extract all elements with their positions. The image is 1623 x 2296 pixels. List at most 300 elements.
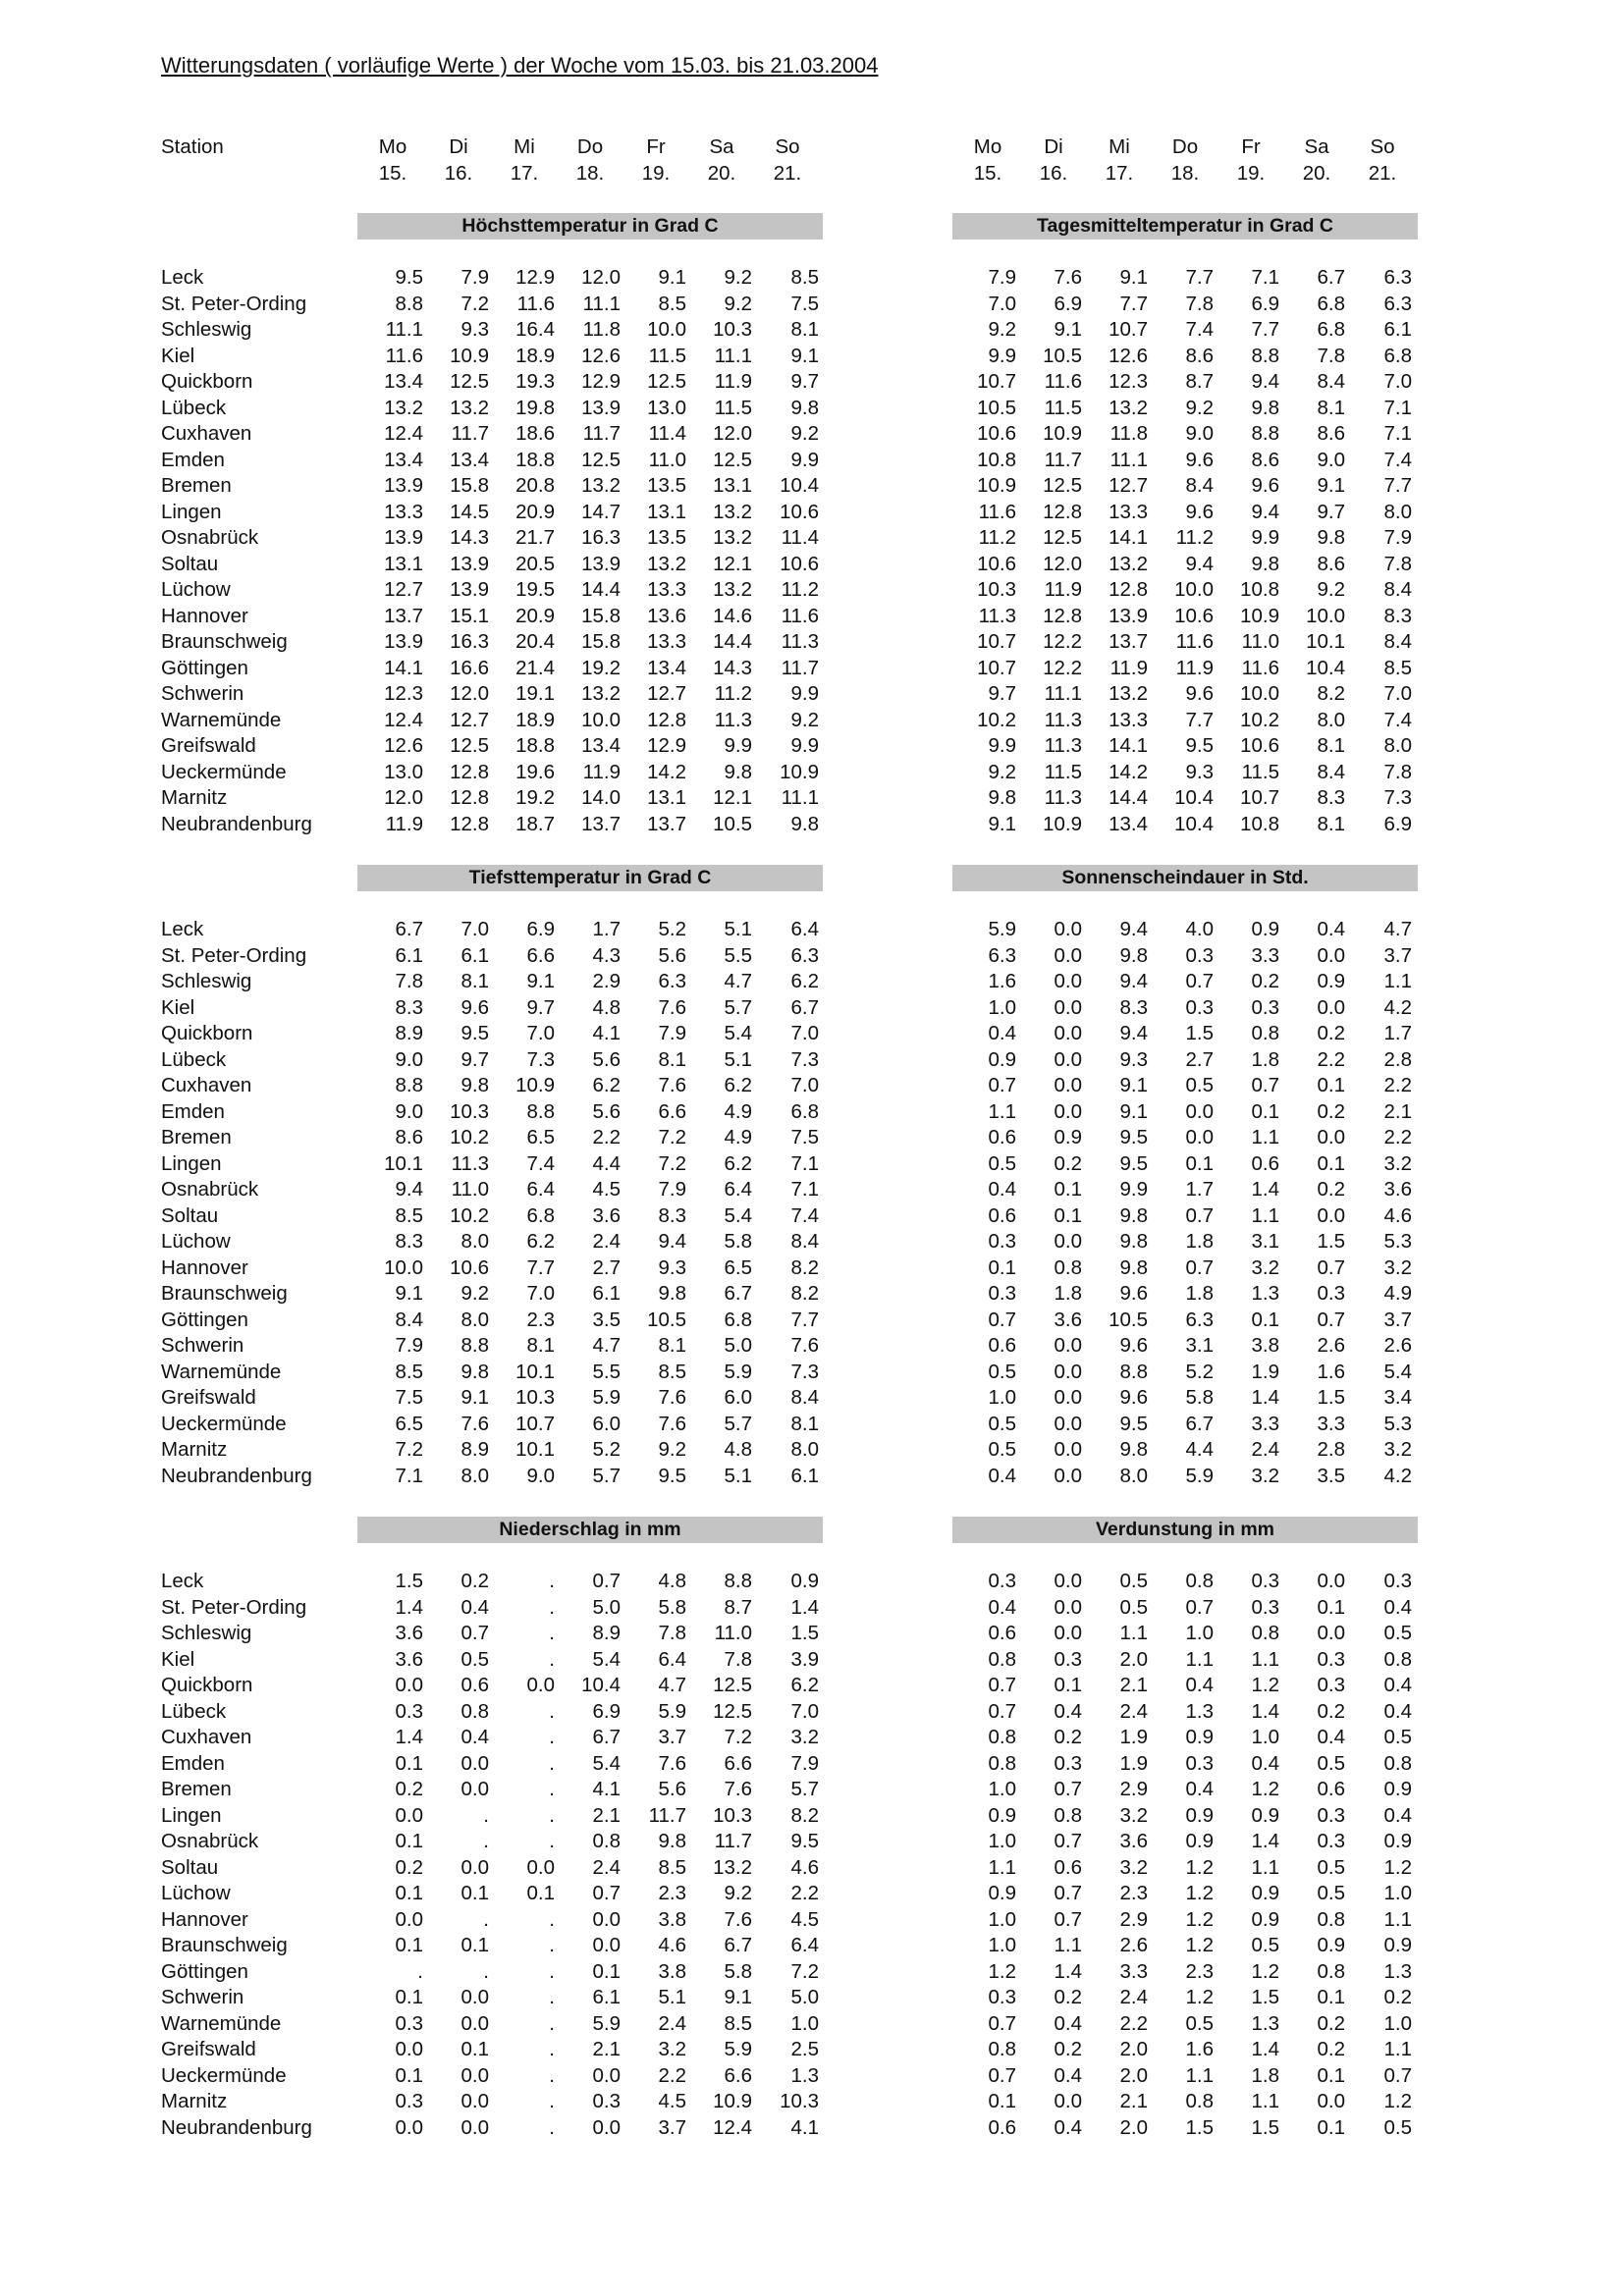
value-cell: 8.6 xyxy=(1251,448,1279,471)
value-cell: 5.2 xyxy=(592,1438,621,1461)
value-cell: 1.4 xyxy=(1251,1386,1279,1409)
value-cell: 11.3 xyxy=(451,1151,489,1175)
value-cell: 10.9 xyxy=(780,760,819,783)
value-cell: 0.2 xyxy=(1317,1178,1345,1201)
value-cell: 12.0 xyxy=(1043,552,1082,575)
value-cell: 13.0 xyxy=(384,760,423,783)
value-cell: 0.2 xyxy=(1251,970,1279,992)
value-cell: 0.0 xyxy=(460,2090,489,2112)
value-cell: 5.3 xyxy=(1383,1230,1412,1253)
value-cell: 9.7 xyxy=(460,1047,489,1071)
value-cell: 0.2 xyxy=(1317,1699,1345,1723)
value-cell: 3.8 xyxy=(658,1959,686,1983)
value-cell: 0.1 xyxy=(395,1830,423,1852)
day-date: 20. xyxy=(707,161,736,185)
value-cell: 1.1 xyxy=(988,1099,1016,1123)
value-cell: 7.2 xyxy=(460,292,489,315)
value-cell: 0.7 xyxy=(988,1699,1016,1723)
value-cell: 1.4 xyxy=(395,1595,423,1619)
value-cell: 4.4 xyxy=(1185,1438,1214,1461)
value-cell: 11.5 xyxy=(1044,396,1082,419)
value-cell: 0.3 xyxy=(1317,1830,1345,1852)
value-cell: 0.7 xyxy=(988,1674,1016,1696)
station-name: Greifswald xyxy=(161,1386,256,1409)
value-cell: 0.8 xyxy=(460,1699,489,1723)
value-cell: 0.9 xyxy=(1383,1830,1412,1852)
value-cell: 9.2 xyxy=(724,266,752,289)
value-cell: 0.1 xyxy=(1317,1151,1345,1175)
value-cell: 7.3 xyxy=(790,1360,819,1383)
day-header xyxy=(758,134,817,187)
station-name: Lüchow xyxy=(161,578,231,601)
value-cell: 12.0 xyxy=(713,422,752,445)
value-cell: . xyxy=(549,1622,555,1644)
value-cell: 8.1 xyxy=(790,318,819,341)
value-cell: 8.6 xyxy=(1317,422,1345,445)
value-cell: . xyxy=(549,1934,555,1956)
day-date: 19. xyxy=(1236,161,1266,185)
value-cell: 0.5 xyxy=(988,1412,1016,1435)
value-cell: 11.1 xyxy=(1109,448,1148,471)
value-cell: 0.0 xyxy=(592,2063,621,2087)
value-cell: 3.6 xyxy=(1119,1830,1148,1852)
value-cell: 6.7 xyxy=(790,995,819,1019)
value-cell: 6.8 xyxy=(526,1203,555,1227)
value-cell: 0.7 xyxy=(1317,1255,1345,1279)
value-cell: 12.3 xyxy=(384,682,423,705)
value-cell: 2.4 xyxy=(592,1855,621,1879)
value-cell: 0.8 xyxy=(1054,1255,1082,1279)
value-cell: 8.3 xyxy=(395,995,423,1019)
value-cell: 0.8 xyxy=(988,1647,1016,1671)
value-cell: 0.9 xyxy=(1251,1882,1279,1904)
value-cell: 13.9 xyxy=(581,396,621,419)
value-cell: 0.5 xyxy=(1119,1570,1148,1592)
value-cell: 0.2 xyxy=(395,1778,423,1800)
value-cell: 0.5 xyxy=(1317,1751,1345,1775)
value-cell: 7.0 xyxy=(790,1022,819,1044)
value-cell: 11.7 xyxy=(781,656,819,679)
value-cell: 13.3 xyxy=(1109,500,1148,523)
value-cell: 3.2 xyxy=(1119,1803,1148,1827)
value-cell: 6.5 xyxy=(526,1126,555,1148)
value-cell: 0.6 xyxy=(1317,1778,1345,1800)
value-cell: 0.9 xyxy=(1251,1907,1279,1931)
value-cell: 6.9 xyxy=(526,918,555,940)
value-cell: 12.4 xyxy=(713,2115,752,2139)
value-cell: 0.0 xyxy=(526,1674,555,1696)
value-cell: 9.6 xyxy=(460,995,489,1019)
value-cell: 1.5 xyxy=(1317,1230,1345,1253)
value-cell: 4.5 xyxy=(658,2090,686,2112)
value-cell: 5.8 xyxy=(724,1959,752,1983)
value-cell: 7.7 xyxy=(1251,318,1279,341)
value-cell: 0.3 xyxy=(988,1230,1016,1253)
value-cell: 2.5 xyxy=(790,2038,819,2060)
value-cell: 9.1 xyxy=(988,812,1016,835)
value-cell: 13.2 xyxy=(1109,552,1148,575)
value-cell: 3.6 xyxy=(395,1647,423,1671)
value-cell: 11.9 xyxy=(1044,578,1082,601)
value-cell: 0.0 xyxy=(460,1855,489,1879)
station-name: Kiel xyxy=(161,344,195,367)
day-header xyxy=(561,134,620,187)
value-cell: 5.0 xyxy=(592,1595,621,1619)
value-cell: 0.6 xyxy=(460,1674,489,1696)
value-cell: 11.7 xyxy=(451,422,489,445)
value-cell: 13.4 xyxy=(647,656,686,679)
station-name: Marnitz xyxy=(161,2090,228,2112)
value-cell: 0.7 xyxy=(460,1622,489,1644)
value-cell: 11.7 xyxy=(1044,448,1082,471)
value-cell: 0.1 xyxy=(1185,1151,1214,1175)
value-cell: 10.3 xyxy=(515,1386,555,1409)
value-cell: 3.2 xyxy=(1251,1255,1279,1279)
value-cell: 0.5 xyxy=(988,1151,1016,1175)
station-name: Neubrandenburg xyxy=(161,812,312,835)
value-cell: 4.3 xyxy=(592,943,621,967)
day-name: Di xyxy=(449,135,468,158)
value-cell: 9.8 xyxy=(1119,1255,1148,1279)
station-name: Hannover xyxy=(161,604,248,627)
value-cell: 0.1 xyxy=(526,1882,555,1904)
value-cell: 10.2 xyxy=(1240,708,1279,731)
value-cell: 11.6 xyxy=(781,604,819,627)
value-cell: 8.7 xyxy=(724,1595,752,1619)
value-cell: 8.0 xyxy=(460,1230,489,1253)
value-cell: 9.5 xyxy=(460,1022,489,1044)
value-cell: 9.2 xyxy=(460,1282,489,1305)
value-cell: 8.4 xyxy=(1383,578,1412,601)
value-cell: 0.0 xyxy=(1054,1074,1082,1096)
station-name: Göttingen xyxy=(161,1959,248,1983)
value-cell: 14.4 xyxy=(1109,786,1148,809)
value-cell: 0.7 xyxy=(988,2063,1016,2087)
value-cell: 7.8 xyxy=(1383,552,1412,575)
value-cell: 1.9 xyxy=(1119,1726,1148,1748)
value-cell: 10.9 xyxy=(977,474,1016,497)
value-cell: 9.9 xyxy=(988,344,1016,367)
value-cell: 13.2 xyxy=(713,1855,752,1879)
value-cell: 10.9 xyxy=(515,1074,555,1096)
value-cell: 2.3 xyxy=(1185,1959,1214,1983)
value-cell: 1.0 xyxy=(988,1778,1016,1800)
value-cell: 13.4 xyxy=(450,448,489,471)
value-cell: 10.3 xyxy=(780,2090,819,2112)
value-cell: 10.4 xyxy=(581,1674,621,1696)
station-name: Cuxhaven xyxy=(161,1726,252,1748)
value-cell: 9.4 xyxy=(1119,1022,1148,1044)
value-cell: 10.5 xyxy=(713,812,752,835)
value-cell: 16.6 xyxy=(450,656,489,679)
value-cell: 0.5 xyxy=(1251,1934,1279,1956)
station-name: Leck xyxy=(161,1570,204,1592)
value-cell: 10.0 xyxy=(581,708,621,731)
value-cell: 1.4 xyxy=(1251,1699,1279,1723)
value-cell: 6.8 xyxy=(724,1308,752,1331)
value-cell: 7.6 xyxy=(658,1751,686,1775)
value-cell: 7.9 xyxy=(658,1022,686,1044)
value-cell: 9.1 xyxy=(1119,1074,1148,1096)
value-cell: 8.6 xyxy=(395,1126,423,1148)
day-header xyxy=(958,134,1017,187)
value-cell: 11.9 xyxy=(714,370,752,393)
value-cell: 0.0 xyxy=(1185,1126,1214,1148)
value-cell: 10.3 xyxy=(713,318,752,341)
station-header xyxy=(161,134,224,161)
value-cell: 0.4 xyxy=(1383,1803,1412,1827)
day-header xyxy=(1287,134,1346,187)
value-cell: 0.7 xyxy=(1054,1882,1082,1904)
value-cell: 10.3 xyxy=(713,1803,752,1827)
value-cell: 0.2 xyxy=(1317,2011,1345,2035)
value-cell: 10.6 xyxy=(977,422,1016,445)
value-cell: 6.3 xyxy=(988,943,1016,967)
value-cell: 6.1 xyxy=(592,1282,621,1305)
value-cell: 10.1 xyxy=(1306,630,1345,653)
value-cell: 11.9 xyxy=(582,760,621,783)
value-cell: 8.8 xyxy=(724,1570,752,1592)
value-cell: 2.4 xyxy=(1119,1699,1148,1723)
value-cell: 9.9 xyxy=(790,448,819,471)
value-cell: 0.1 xyxy=(1317,2115,1345,2139)
value-cell: 7.0 xyxy=(460,918,489,940)
value-cell: 0.0 xyxy=(1317,1622,1345,1644)
value-cell: 0.3 xyxy=(1185,995,1214,1019)
value-cell: 3.2 xyxy=(1383,1438,1412,1461)
value-cell: 3.3 xyxy=(1317,1412,1345,1435)
value-cell: 0.0 xyxy=(460,1778,489,1800)
day-name: Do xyxy=(576,135,604,158)
station-name: Neubrandenburg xyxy=(161,1464,312,1487)
value-cell: 10.5 xyxy=(647,1308,686,1331)
value-cell: 6.9 xyxy=(592,1699,621,1723)
value-cell: 11.6 xyxy=(385,344,423,367)
value-cell: 12.6 xyxy=(1109,344,1148,367)
value-cell: 9.4 xyxy=(1119,918,1148,940)
value-cell: 5.6 xyxy=(592,1099,621,1123)
value-cell: 12.5 xyxy=(581,448,621,471)
value-cell: 11.0 xyxy=(1241,630,1279,653)
value-cell: 0.1 xyxy=(395,1751,423,1775)
value-cell: 13.2 xyxy=(713,500,752,523)
value-cell: 9.9 xyxy=(790,734,819,757)
value-cell: 13.2 xyxy=(1109,396,1148,419)
value-cell: . xyxy=(549,1570,555,1592)
value-cell: 3.3 xyxy=(1251,1412,1279,1435)
value-cell: 0.2 xyxy=(1317,1099,1345,1123)
value-cell: 5.2 xyxy=(1185,1360,1214,1383)
value-cell: 11.2 xyxy=(714,682,752,705)
value-cell: . xyxy=(417,1959,423,1983)
value-cell: 8.2 xyxy=(1317,682,1345,705)
value-cell: 2.9 xyxy=(592,970,621,992)
value-cell: 13.2 xyxy=(713,578,752,601)
value-cell: 0.7 xyxy=(592,1570,621,1592)
station-name: Osnabrück xyxy=(161,1178,259,1201)
value-cell: 8.1 xyxy=(460,970,489,992)
value-cell: 7.0 xyxy=(1383,370,1412,393)
value-cell: 7.2 xyxy=(658,1126,686,1148)
value-cell: 14.7 xyxy=(581,500,621,523)
value-cell: 4.7 xyxy=(658,1674,686,1696)
value-cell: 13.1 xyxy=(713,474,752,497)
value-cell: 7.1 xyxy=(1383,422,1412,445)
value-cell: 12.0 xyxy=(384,786,423,809)
day-name: Sa xyxy=(1304,135,1329,158)
value-cell: 0.9 xyxy=(1185,1830,1214,1852)
value-cell: 1.0 xyxy=(1383,2011,1412,2035)
value-cell: 12.1 xyxy=(713,552,752,575)
value-cell: 0.9 xyxy=(1251,1803,1279,1827)
value-cell: 6.7 xyxy=(395,918,423,940)
value-cell: 6.4 xyxy=(790,918,819,940)
value-cell: 4.9 xyxy=(724,1126,752,1148)
value-cell: 9.8 xyxy=(1251,396,1279,419)
value-cell: 0.8 xyxy=(1383,1647,1412,1671)
value-cell: 13.2 xyxy=(384,396,423,419)
value-cell: 14.3 xyxy=(713,656,752,679)
section-banner-left: Höchsttemperatur in Grad C xyxy=(357,213,823,240)
value-cell: 10.9 xyxy=(450,344,489,367)
value-cell: 10.7 xyxy=(515,1412,555,1435)
value-cell: 2.4 xyxy=(592,1230,621,1253)
value-cell: 1.5 xyxy=(790,1622,819,1644)
value-cell: 0.0 xyxy=(460,2063,489,2087)
value-cell: 0.8 xyxy=(1251,1022,1279,1044)
value-cell: 7.1 xyxy=(790,1178,819,1201)
station-name: Hannover xyxy=(161,1255,248,1279)
value-cell: 0.1 xyxy=(460,2038,489,2060)
value-cell: 1.1 xyxy=(1251,1647,1279,1671)
value-cell: 7.9 xyxy=(1383,526,1412,549)
value-cell: 6.5 xyxy=(724,1255,752,1279)
value-cell: 9.8 xyxy=(1119,1203,1148,1227)
value-cell: 0.0 xyxy=(1054,1386,1082,1409)
value-cell: 0.1 xyxy=(1251,1099,1279,1123)
value-cell: 13.3 xyxy=(647,578,686,601)
value-cell: 7.9 xyxy=(460,266,489,289)
value-cell: 8.3 xyxy=(395,1230,423,1253)
value-cell: 18.7 xyxy=(515,812,555,835)
value-cell: 4.1 xyxy=(790,2115,819,2139)
value-cell: . xyxy=(549,2011,555,2035)
station-name: Lübeck xyxy=(161,1699,227,1723)
day-date: 17. xyxy=(1105,161,1134,185)
value-cell: 0.5 xyxy=(1317,1882,1345,1904)
station-list xyxy=(161,1569,357,2141)
value-cell: 6.8 xyxy=(1383,344,1412,367)
value-cell: 2.0 xyxy=(1119,2063,1148,2087)
value-cell: 11.6 xyxy=(1175,630,1214,653)
value-cell: 0.3 xyxy=(1317,1803,1345,1827)
value-cell: 10.4 xyxy=(1306,656,1345,679)
value-cell: 0.3 xyxy=(592,2090,621,2112)
value-cell: 11.5 xyxy=(714,396,752,419)
value-cell: 9.2 xyxy=(790,422,819,445)
value-cell: 13.2 xyxy=(581,682,621,705)
value-cell: 6.4 xyxy=(658,1647,686,1671)
station-name: St. Peter-Ording xyxy=(161,1595,307,1619)
value-cell: 7.5 xyxy=(395,1386,423,1409)
value-cell: 1.2 xyxy=(1251,1674,1279,1696)
value-cell: 8.9 xyxy=(395,1022,423,1044)
value-cell: 5.1 xyxy=(658,1986,686,2008)
value-cell: 14.5 xyxy=(450,500,489,523)
value-cell: 0.3 xyxy=(1251,1570,1279,1592)
value-cell: 8.1 xyxy=(790,1412,819,1435)
value-cell: 7.0 xyxy=(790,1074,819,1096)
value-cell: 9.1 xyxy=(1119,266,1148,289)
section-banner-right: Sonnenscheindauer in Std. xyxy=(952,865,1418,891)
value-cell: 7.6 xyxy=(724,1778,752,1800)
value-cell: 7.0 xyxy=(1383,682,1412,705)
value-cell: 0.6 xyxy=(988,1334,1016,1357)
value-cell: 1.1 xyxy=(1251,1126,1279,1148)
value-cell: 13.9 xyxy=(581,552,621,575)
value-cell: 1.2 xyxy=(1383,1855,1412,1879)
value-cell: 5.6 xyxy=(658,1778,686,1800)
value-cell: 4.4 xyxy=(592,1151,621,1175)
value-cell: 0.7 xyxy=(1185,1203,1214,1227)
value-cell: 0.3 xyxy=(1054,1647,1082,1671)
value-cell: 4.7 xyxy=(1383,918,1412,940)
value-cell: 1.1 xyxy=(1185,2063,1214,2087)
value-cell: 9.1 xyxy=(658,266,686,289)
value-cell: 1.5 xyxy=(1185,1022,1214,1044)
value-cell: 0.2 xyxy=(1054,1986,1082,2008)
value-cell: 1.8 xyxy=(1185,1230,1214,1253)
value-cell: 6.2 xyxy=(724,1074,752,1096)
value-cell: 9.7 xyxy=(1317,500,1345,523)
value-cell: 0.0 xyxy=(1054,1438,1082,1461)
value-cell: 6.3 xyxy=(1185,1308,1214,1331)
value-cell: 1.5 xyxy=(1185,2115,1214,2139)
value-cell: 10.6 xyxy=(977,552,1016,575)
value-cell: 19.8 xyxy=(515,396,555,419)
value-cell: 2.2 xyxy=(592,1126,621,1148)
value-cell: 10.7 xyxy=(977,370,1016,393)
value-cell: 5.4 xyxy=(592,1647,621,1671)
value-cell: 13.4 xyxy=(1109,812,1148,835)
value-cell: 1.1 xyxy=(1251,1203,1279,1227)
value-cell: 2.9 xyxy=(1119,1907,1148,1931)
value-cell: 11.9 xyxy=(1175,656,1214,679)
value-cell: 2.2 xyxy=(1119,2011,1148,2035)
value-cell: 9.7 xyxy=(526,995,555,1019)
value-cell: 6.2 xyxy=(790,970,819,992)
station-name: Warnemünde xyxy=(161,708,282,731)
value-cell: 5.1 xyxy=(724,918,752,940)
value-cell: 5.1 xyxy=(724,1464,752,1487)
value-cell: 9.8 xyxy=(790,396,819,419)
day-date: 16. xyxy=(444,161,473,185)
value-cell: 13.6 xyxy=(647,604,686,627)
section-banner-left: Tiefsttemperatur in Grad C xyxy=(357,865,823,891)
value-cell: 2.6 xyxy=(1119,1934,1148,1956)
day-date: 15. xyxy=(378,161,407,185)
value-cell: 9.5 xyxy=(1119,1151,1148,1175)
value-cell: 13.9 xyxy=(450,578,489,601)
value-cell: 2.2 xyxy=(790,1882,819,1904)
value-cell: . xyxy=(549,1751,555,1775)
value-cell: 6.2 xyxy=(592,1074,621,1096)
value-cell: 9.5 xyxy=(1119,1412,1148,1435)
value-cell: 11.0 xyxy=(714,1622,752,1644)
value-cell: 5.7 xyxy=(592,1464,621,1487)
value-cell: 9.8 xyxy=(988,786,1016,809)
value-cell: 11.6 xyxy=(1241,656,1279,679)
